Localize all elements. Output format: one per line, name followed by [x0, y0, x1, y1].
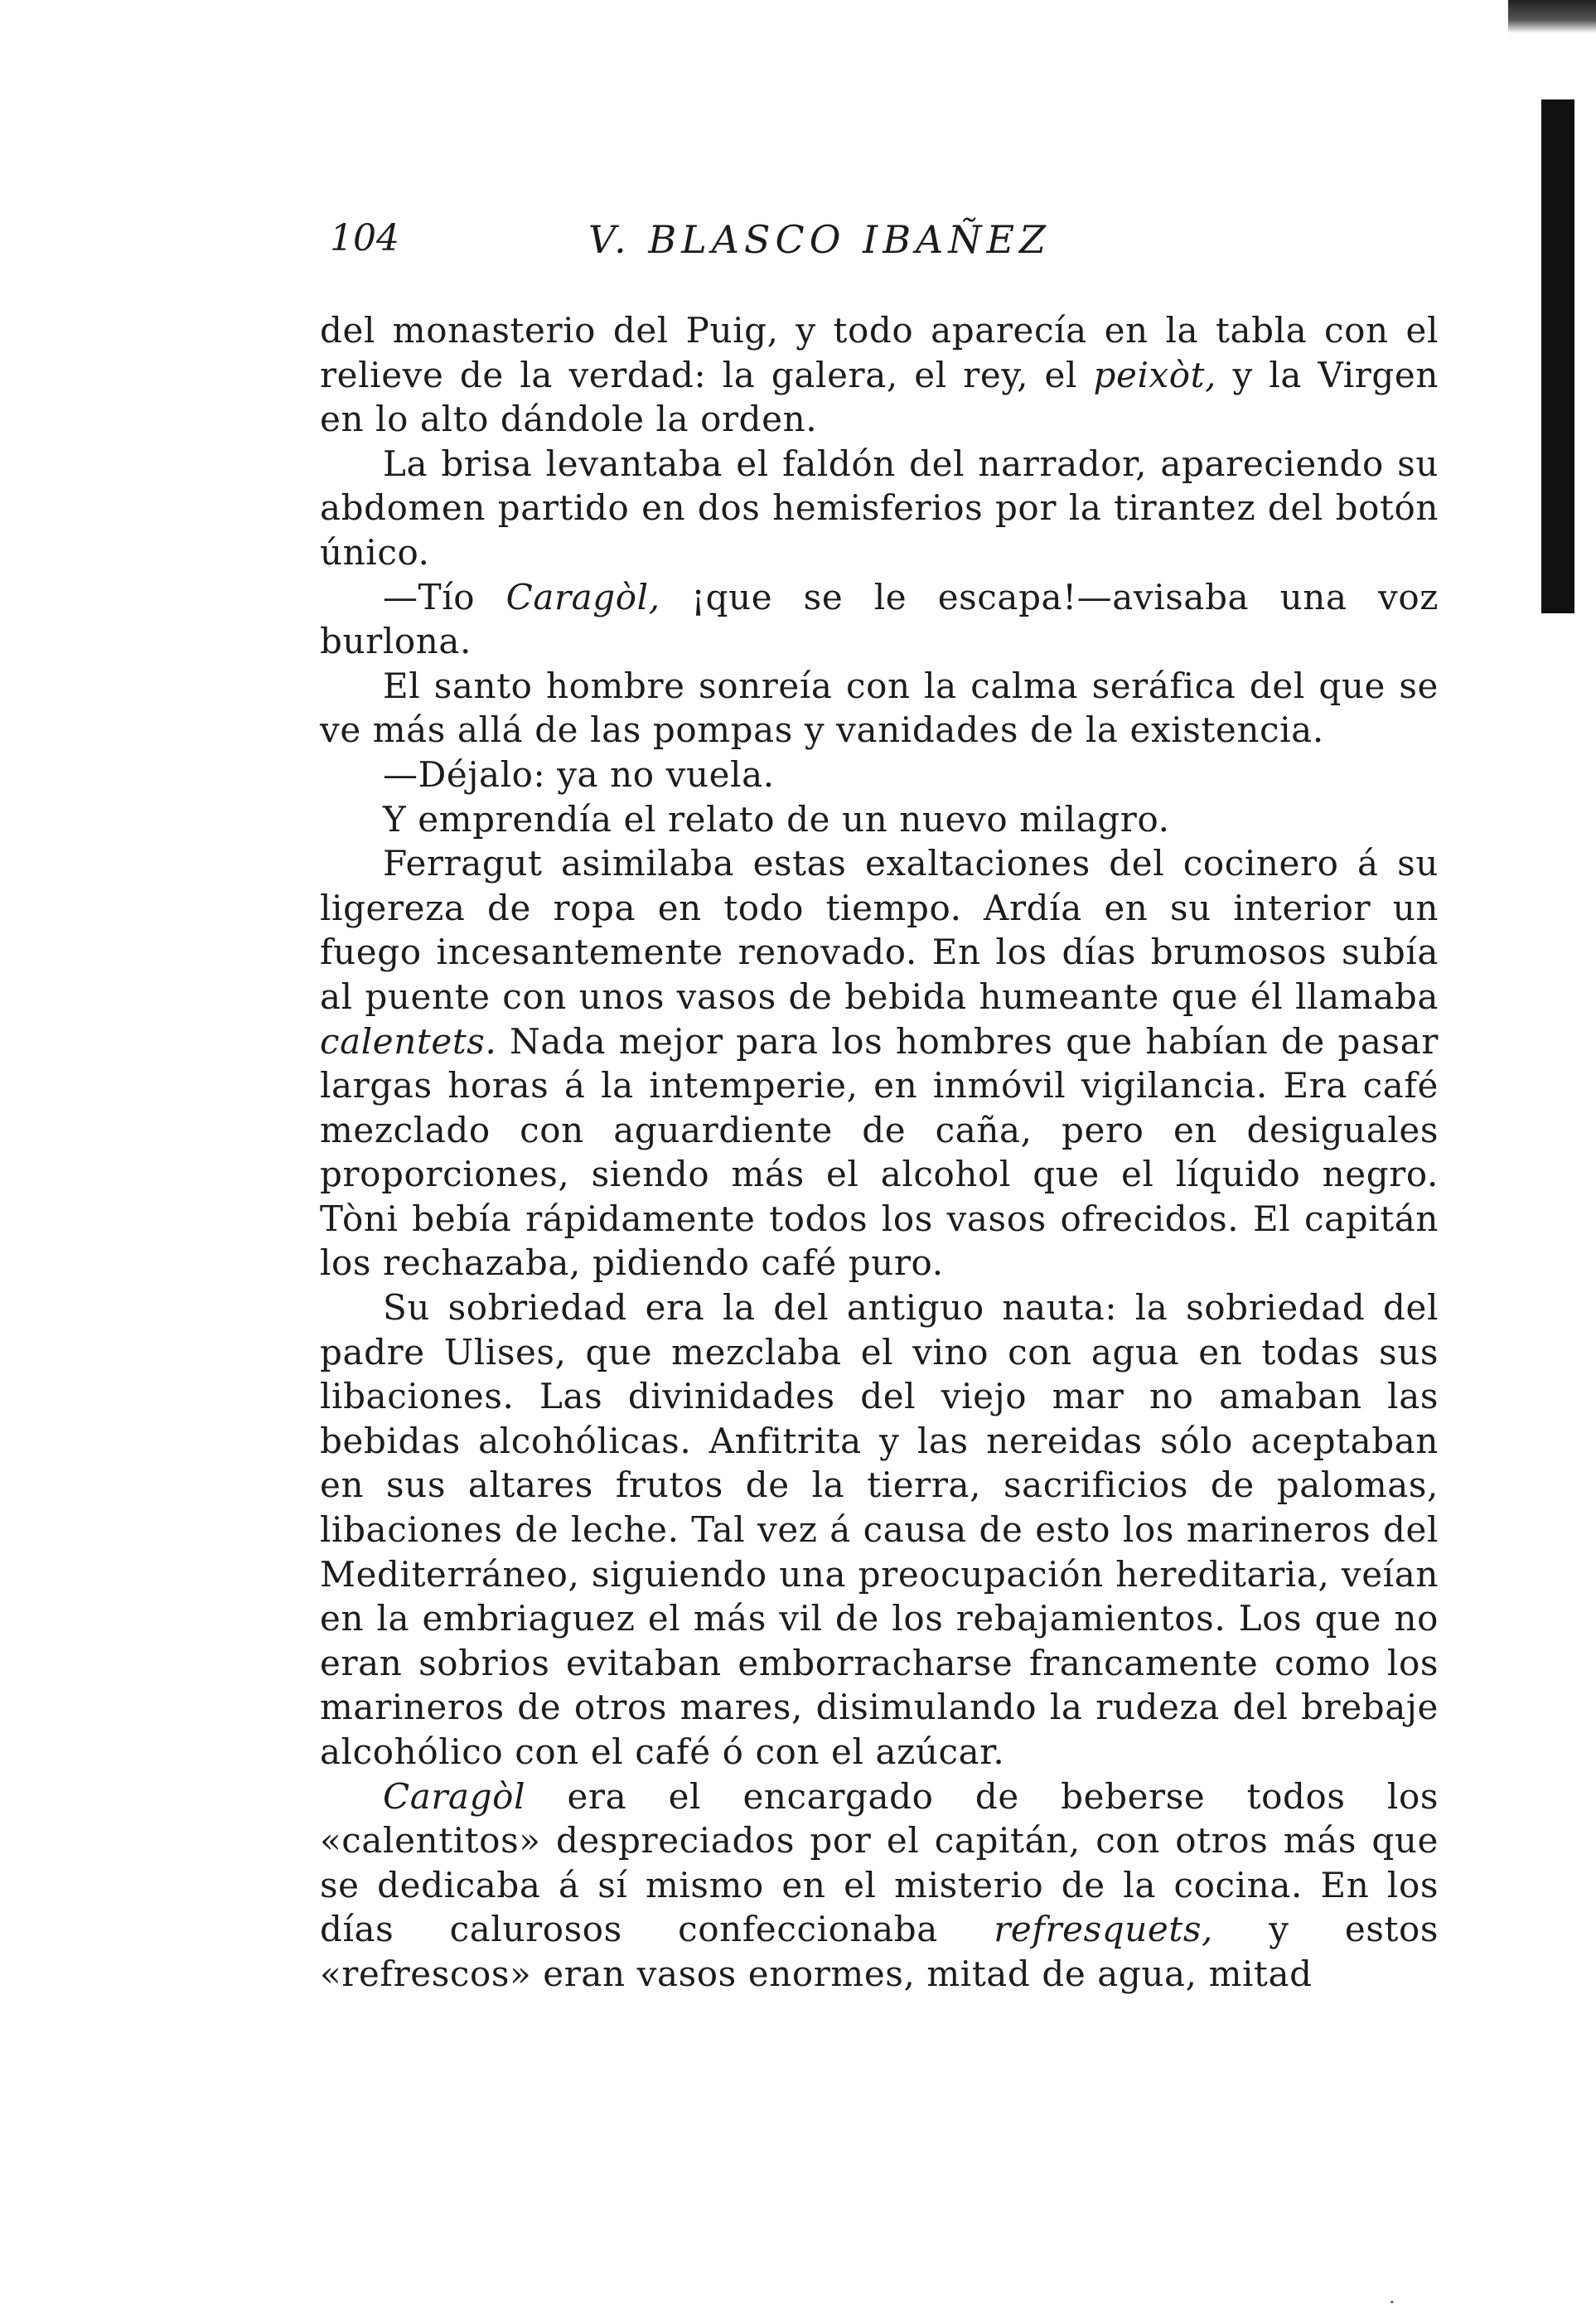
paragraph	[320, 753, 1439, 797]
scan-edge-shadow	[1541, 99, 1574, 613]
text-run: —Déjalo: ya no vuela.	[383, 753, 775, 795]
text-run: ¡que se le escapa!—avisaba una voz burlona.	[320, 576, 1439, 662]
text-run: —Tío	[383, 576, 506, 617]
paragraph	[320, 841, 1439, 1285]
italic-text: refresquets,	[994, 1909, 1213, 1950]
text-run: Y emprendía el relato de un nuevo milagro.	[383, 798, 1170, 840]
italic-text: Caragòl,	[505, 576, 660, 617]
scan-edge-mark	[1508, 0, 1596, 33]
paragraph	[320, 308, 1439, 442]
paragraph	[320, 1285, 1439, 1774]
text-run: del monasterio del Puig, y todo aparecía en la tabla con el relieve de la verdad: la galera, el rey, el	[320, 310, 1439, 395]
body-text	[320, 308, 1439, 1997]
scan-speck: ·	[1389, 2291, 1395, 2314]
paragraph	[320, 1774, 1439, 1997]
text-run: El santo hombre sonreía con la calma seráfica del que se ve más allá de las pompas y vanidades de la existencia.	[320, 665, 1439, 751]
text-run: Su sobriedad era la del antiguo nauta: la sobriedad del padre Ulises, que mezclaba el vino con agua en todas sus libaciones. Las divinidades del viejo mar no amaban las bebidas alcohólicas. Anfitrita y las nereidas sólo aceptaban en sus altares frutos de la tierra, sacrificios de palomas, libaciones de leche. Tal vez á causa de esto los marineros del Mediterráneo, siguiendo una preocupación hereditaria, veían en la embriaguez el más vil de los rebajamientos. Los que no eran sobrios evitaban emborracharse francamente como los marineros de otros mares, disimulando la rudeza del brebaje alcohólico con el café ó con el azúcar.	[320, 1287, 1439, 1772]
paragraph	[320, 442, 1439, 575]
text-run: Ferragut asimilaba estas exaltaciones del cocinero á su ligereza de ropa en todo tiempo. Ardía en su interior un fuego incesantemente renovado. En los días brumosos subía al puente con unos vasos de bebida humeante que él llamaba	[320, 843, 1439, 1017]
text-run: y estos «refrescos» eran vasos enormes, mitad de agua, mitad	[320, 1909, 1439, 1994]
paragraph	[320, 575, 1439, 664]
page-number: 104	[330, 217, 399, 259]
italic-text: calentets.	[320, 1020, 497, 1062]
text-run: y la Virgen en lo alto dándole la orden.	[320, 354, 1439, 440]
text-run: Nada mejor para los hombres que habían de pasar largas horas á la intemperie, en inmóvil vigilancia. Era café mezclado con aguardiente de caña, pero en desiguales proporciones, siendo más el alcohol que el líquido negro. Tòni bebía rápidamente todos los vasos ofrecidos. El capitán los rechazaba, pidiendo café puro.	[320, 1020, 1439, 1284]
running-head: V. BLASCO IBAÑEZ	[588, 217, 1052, 262]
text-run: La brisa levantaba el faldón del narrador, apareciendo su abdomen partido en dos hemisferios por la tirantez del botón único.	[320, 443, 1439, 573]
text-run: era el encargado de beberse todos los «calentitos» despreciados por el capitán, con otros más que se dedicaba á sí mismo en el misterio de la cocina. En los días calurosos confeccionaba	[320, 1775, 1439, 1950]
paragraph	[320, 797, 1439, 842]
italic-text: Caragòl	[383, 1775, 526, 1817]
page-header	[315, 217, 1442, 275]
paragraph	[320, 664, 1439, 753]
italic-text: peixòt,	[1093, 354, 1217, 395]
